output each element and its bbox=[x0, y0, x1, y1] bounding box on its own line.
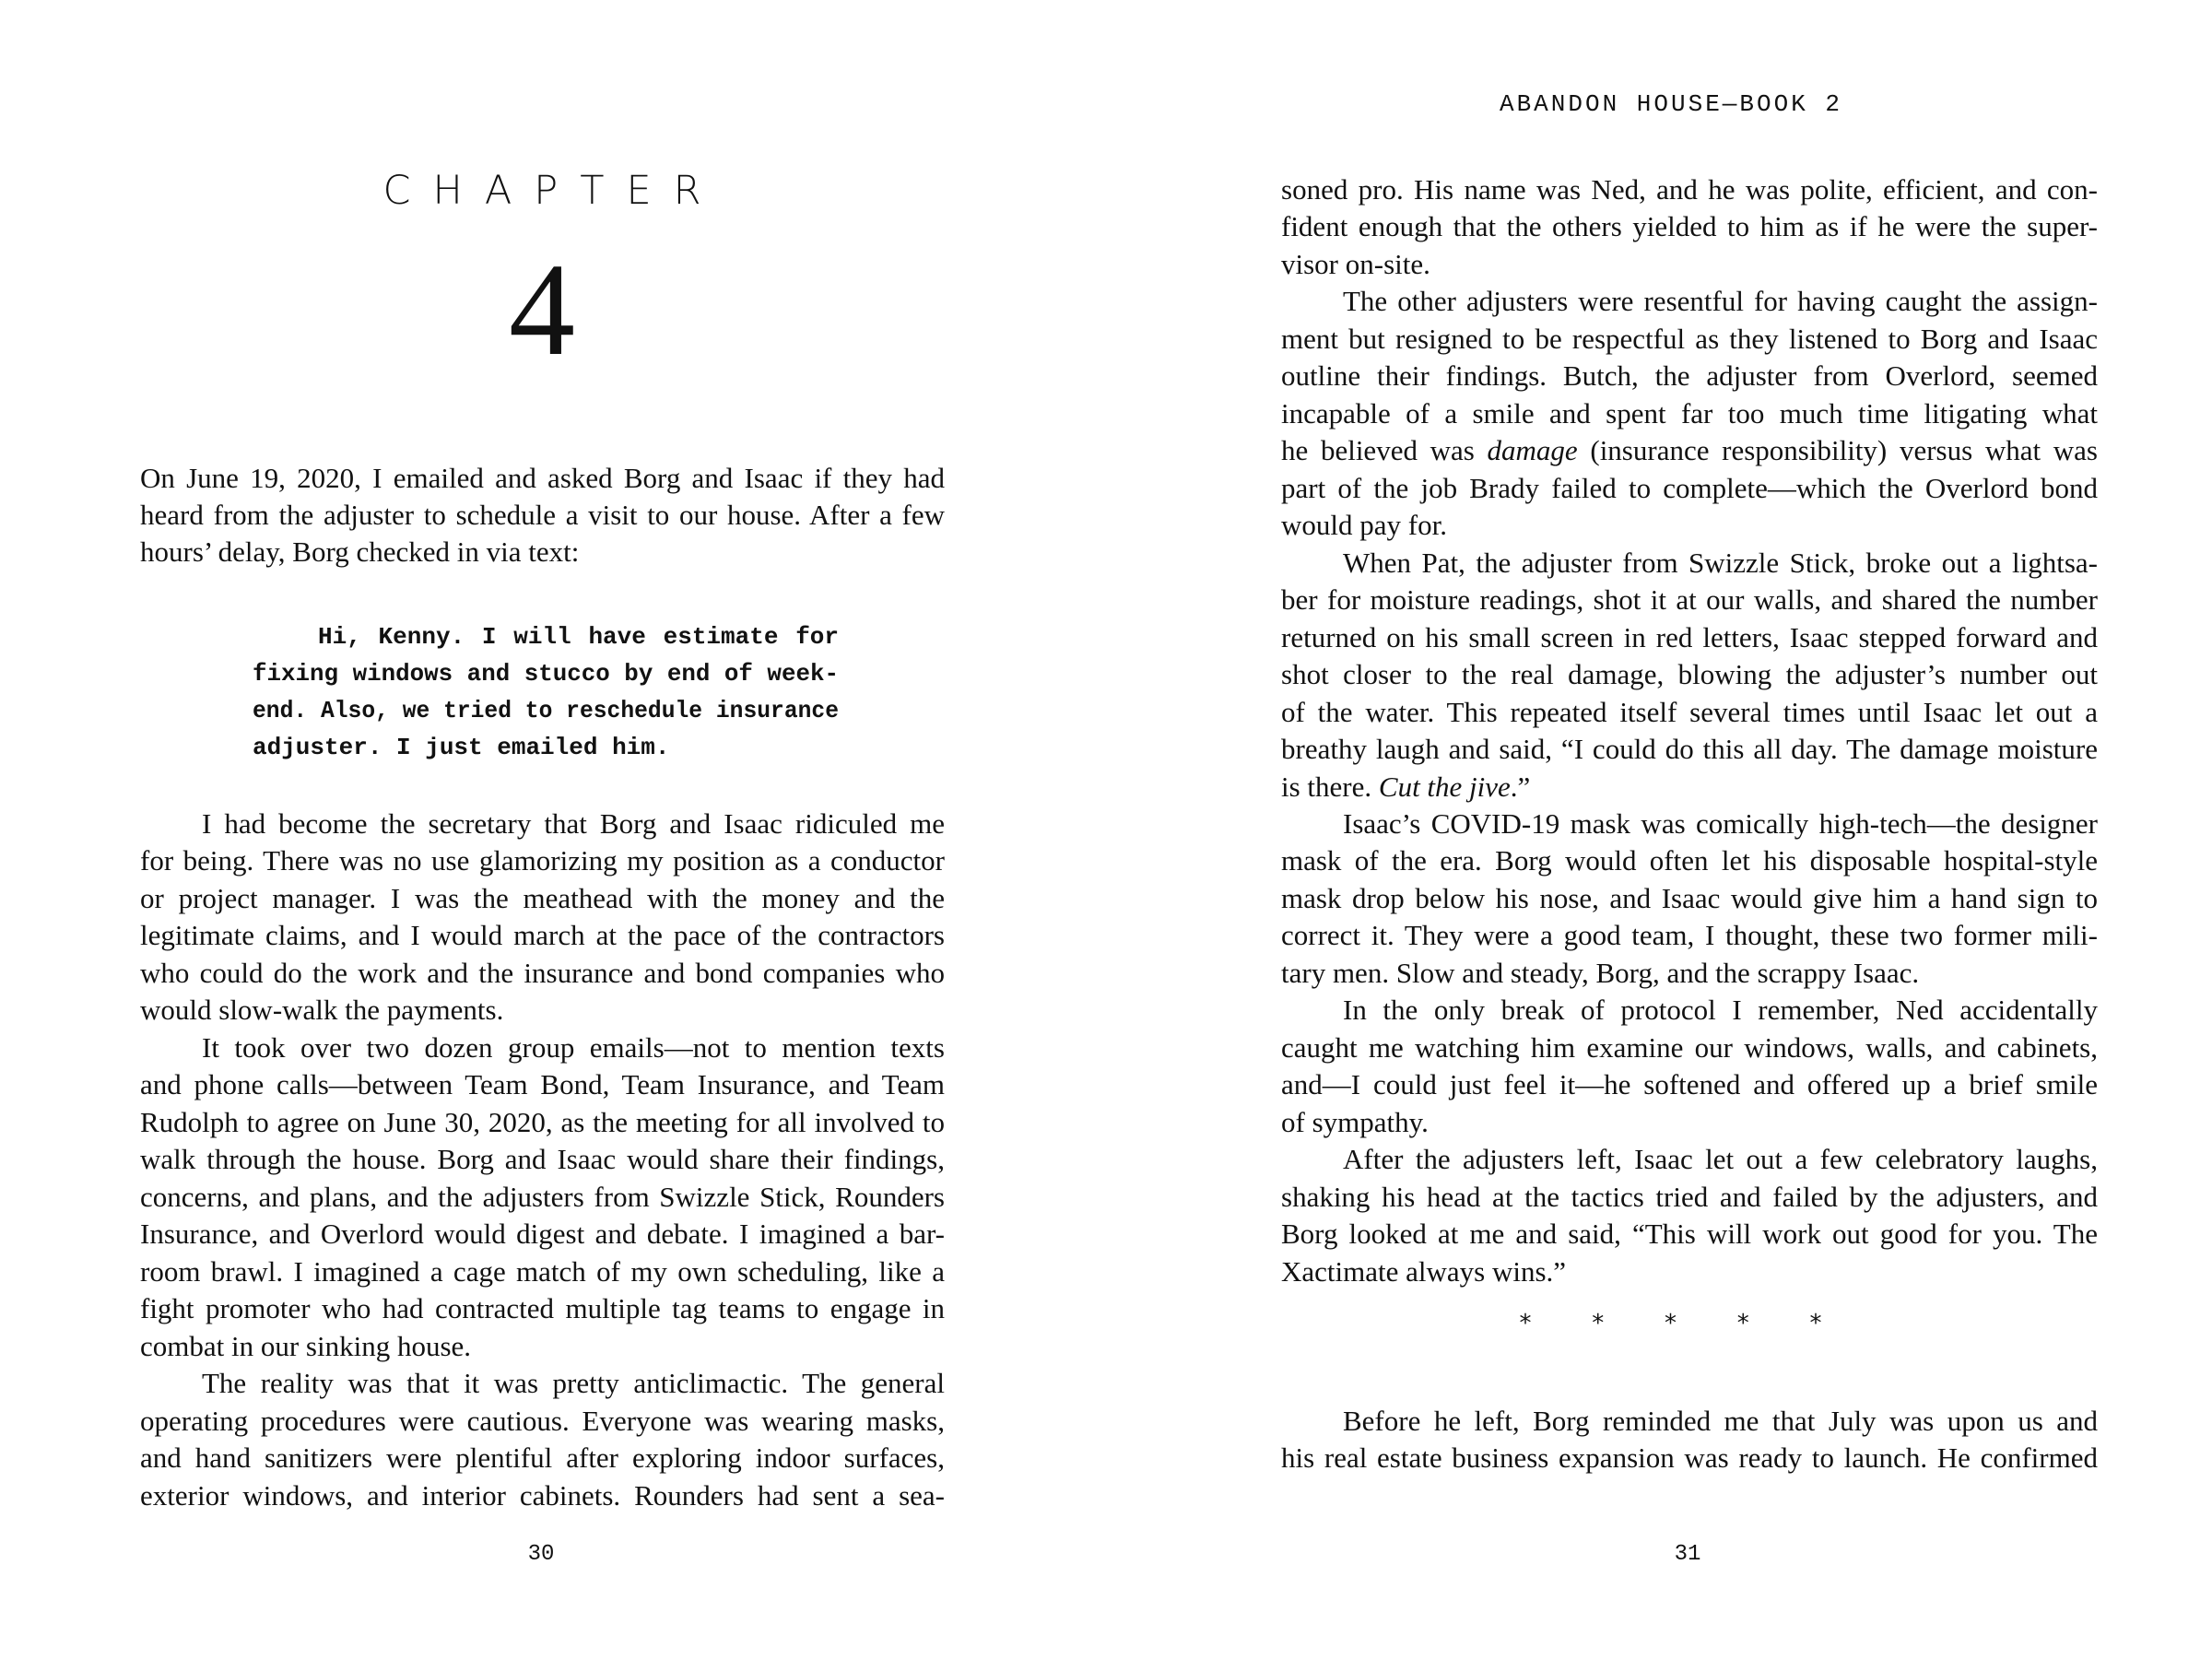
page-number: 31 bbox=[1674, 1542, 1701, 1567]
text-line: and—I could just feel it—he softened and offered up a brief smile bbox=[1281, 1068, 2098, 1100]
text-line: mask drop below his nose, and Isaac would give him a hand sign to bbox=[1281, 882, 2098, 914]
text-line: room brawl. I imagined a cage match of my own scheduling, like a bbox=[140, 1255, 945, 1288]
text-line: On June 19, 2020, I emailed and asked Borg and Isaac if they had bbox=[140, 462, 945, 494]
text-line: his real estate business expansion was ready to launch. He confirmed bbox=[1281, 1441, 2098, 1474]
text-line: I had become the secretary that Borg and Isaac ridiculed me bbox=[202, 807, 945, 840]
text-line: of sympathy. bbox=[1281, 1106, 1429, 1138]
text-line: walk through the house. Borg and Isaac would share their findings, bbox=[140, 1143, 945, 1175]
message-line: Hi, Kenny. I will have estimate for bbox=[318, 623, 839, 651]
asterisk-icon: * bbox=[1809, 1310, 1822, 1337]
text-line: exterior windows, and interior cabinets. Rounders had sent a sea- bbox=[140, 1479, 945, 1512]
asterisk-icon: * bbox=[1519, 1310, 1532, 1337]
text-line: would slow-walk the payments. bbox=[140, 994, 504, 1026]
text-line: visor on-site. bbox=[1281, 248, 1430, 280]
text-line: tary men. Slow and steady, Borg, and the scrappy Isaac. bbox=[1281, 957, 1920, 989]
text-line: of the water. This repeated itself several times until Isaac let out a bbox=[1281, 696, 2098, 728]
text-line: The other adjusters were resentful for having caught the assign- bbox=[1343, 285, 2098, 317]
italic-text: Cut the jive bbox=[1378, 771, 1511, 803]
text-line: or project manager. I was the meathead with the money and the bbox=[140, 882, 945, 914]
text-line: combat in our sinking house. bbox=[140, 1330, 472, 1362]
text-line: Borg looked at me and said, “This will work out good for you. The bbox=[1281, 1218, 2098, 1250]
text-line: caught me watching him examine our windows, walls, and cabinets, bbox=[1281, 1031, 2098, 1064]
text-line: fight promoter who had contracted multiple tag teams to engage in bbox=[140, 1292, 945, 1324]
text-line: The reality was that it was pretty anticlimactic. The general bbox=[202, 1367, 945, 1399]
chapter-number: 4 bbox=[509, 237, 575, 383]
text-line: ment but resigned to be respectful as they listened to Borg and Isaac bbox=[1281, 323, 2098, 355]
text-line: correct it. They were a good team, I thought, these two former mili- bbox=[1281, 919, 2098, 951]
text-line: Insurance, and Overlord would digest and debate. I imagined a bar- bbox=[140, 1218, 945, 1250]
text-line: It took over two dozen group emails—not to mention texts bbox=[202, 1031, 945, 1064]
text-line: and hand sanitizers were plentiful after exploring indoor surfaces, bbox=[140, 1441, 945, 1474]
text-line: shot closer to the real damage, blowing the adjuster’s number out bbox=[1281, 658, 2098, 690]
text-line: Isaac’s COVID-19 mask was comically high-tech—the designer bbox=[1343, 807, 2098, 840]
running-head: ABANDON HOUSE—BOOK 2 bbox=[1499, 90, 1843, 118]
text-line: he believed was damage (insurance responsibility) versus what was bbox=[1281, 434, 2098, 466]
message-line: adjuster. I just emailed him. bbox=[253, 734, 670, 761]
text-line: who could do the work and the insurance and bond companies who bbox=[140, 957, 945, 989]
text-line: Rudolph to agree on June 30, 2020, as the meeting for all involved to bbox=[140, 1106, 945, 1138]
text-line: Xactimate always wins.” bbox=[1281, 1255, 1567, 1288]
text-line: soned pro. His name was Ned, and he was polite, efficient, and con- bbox=[1281, 173, 2098, 206]
text-line: is there. Cut the jive.” bbox=[1281, 771, 1531, 803]
text-line: would pay for. bbox=[1281, 509, 1447, 541]
message-line: fixing windows and stucco by end of week- bbox=[253, 660, 839, 688]
text-line: In the only break of protocol I remember, Ned accidentally bbox=[1343, 994, 2098, 1026]
asterisk-icon: * bbox=[1592, 1310, 1605, 1337]
text-line: breathy laugh and said, “I could do this all day. The damage moisture bbox=[1281, 733, 2098, 765]
text-line: returned on his small screen in red letters, Isaac stepped forward and bbox=[1281, 621, 2098, 653]
text-line: shaking his head at the tactics tried and failed by the adjusters, and bbox=[1281, 1181, 2098, 1213]
text-line: part of the job Brady failed to complete—which the Overlord bond bbox=[1281, 472, 2098, 504]
chapter-label: CHAPTER bbox=[382, 168, 724, 214]
text-line: concerns, and plans, and the adjusters from Swizzle Stick, Rounders bbox=[140, 1181, 945, 1213]
text-line: incapable of a smile and spent far too much time litigating what bbox=[1281, 397, 2098, 429]
page-number: 30 bbox=[527, 1542, 555, 1567]
italic-text: damage bbox=[1487, 434, 1578, 466]
asterisk-icon: * bbox=[1736, 1310, 1749, 1337]
text-line: After the adjusters left, Isaac let out a few celebratory laughs, bbox=[1343, 1143, 2098, 1175]
text-line: and phone calls—between Team Bond, Team Insurance, and Team bbox=[140, 1068, 945, 1100]
message-line: end. Also, we tried to reschedule insurance bbox=[253, 697, 839, 724]
text-line: heard from the adjuster to schedule a visit to our house. After a few bbox=[140, 499, 945, 531]
text-line: legitimate claims, and I would march at the pace of the contractors bbox=[140, 919, 945, 951]
text-line: When Pat, the adjuster from Swizzle Stick, broke out a lightsa- bbox=[1343, 547, 2098, 579]
text-line: ber for moisture readings, shot it at our walls, and shared the number bbox=[1281, 583, 2098, 616]
asterisk-icon: * bbox=[1665, 1310, 1677, 1337]
text-line: operating procedures were cautious. Everyone was wearing masks, bbox=[140, 1405, 945, 1437]
text-line: fident enough that the others yielded to him as if he were the super- bbox=[1281, 210, 2098, 242]
scene-break bbox=[1512, 1307, 1830, 1340]
text-line: for being. There was no use glamorizing my position as a conductor bbox=[140, 844, 945, 877]
text-line: Before he left, Borg reminded me that July was upon us and bbox=[1343, 1405, 2098, 1437]
text-line: hours’ delay, Borg checked in via text: bbox=[140, 535, 580, 568]
text-line: outline their findings. Butch, the adjuster from Overlord, seemed bbox=[1281, 359, 2098, 392]
text-line: mask of the era. Borg would often let his disposable hospital-style bbox=[1281, 844, 2098, 877]
